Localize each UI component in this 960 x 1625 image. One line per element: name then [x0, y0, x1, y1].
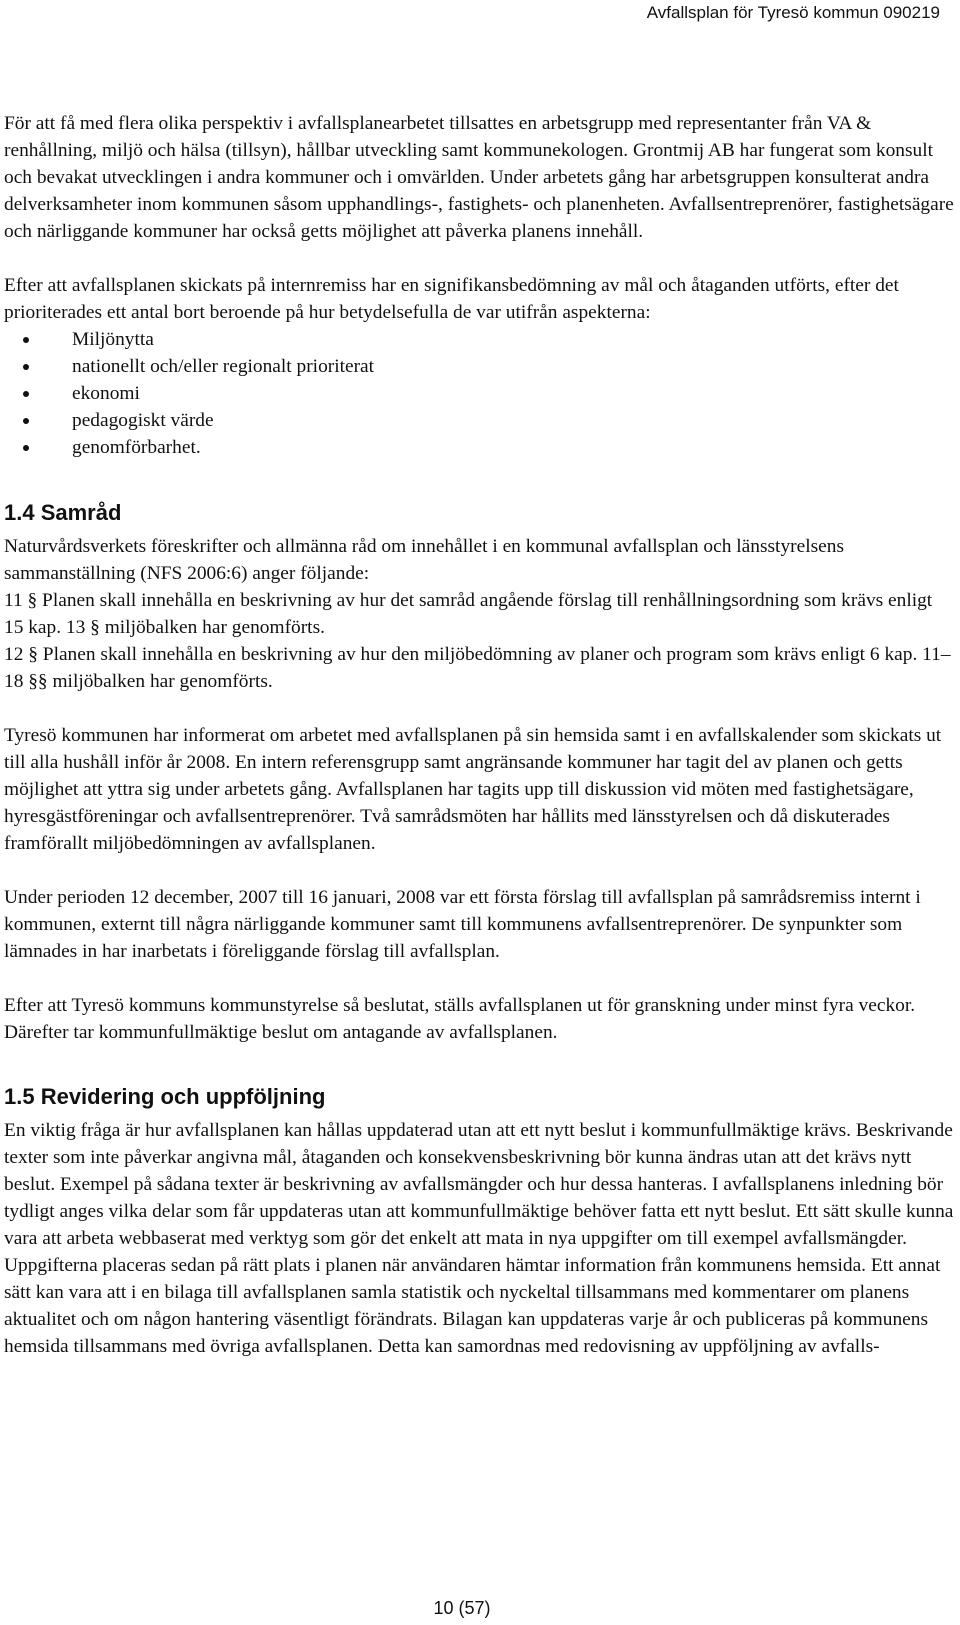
revidering-paragraph-1: En viktig fråga är hur avfallsplanen kan hållas uppdaterad utan att ett nytt beslut i kommunfullmäktige krävs. Beskrivande texter som inte påverkar angivna mål, åtaganden och konsekvensbeskrivning bör kunna ändras utan att det krävs nytt beslut. Exempel på sådana texter är beskrivning av avfallsmängder och hur dessa hanteras. I avfallsplanens inledning bör tydligt anges vilka delar som får uppdateras utan att kommunfullmäktige behöver fatta ett nytt beslut. Ett sätt skulle kunna vara att arbeta webbaserat med verktyg som gör det enkelt att mata in nya uppgifter om till exempel avfallsmängder. Uppgifterna placeras sedan på rätt plats i planen när användaren hämtar information från kommunens hemsida. Ett annat sätt kan vara att i en bilaga till avfallsplanen samla statistik och nyckeltal tillsammans med kommentarer om planens aktualitet och om någon hantering väsentligt förändrats. Bilagan kan uppdateras varje år och publiceras på kommunens hemsida tillsammans med övriga avfallsplanen. Detta kan samordnas med redovisning av uppföljning av avfalls-: [4, 1120, 954, 1357]
samrad-paragraph-1: Naturvårdsverkets föreskrifter och allmänna råd om innehållet i en kommunal avfallsplan och länsstyrelsens sammanställning (NFS 2006:6) anger följande:: [4, 536, 844, 584]
samrad-paragraph-3: 12 § Planen skall innehålla en beskrivning av hur den miljöbedömning av planer och program som krävs enligt 6 kap. 11–18 §§ miljöbalken har genomförts.: [4, 644, 951, 692]
samrad-paragraph-6: Efter att Tyresö kommuns kommunstyrelse så beslutat, ställs avfallsplanen ut för granskning under minst fyra veckor. Därefter tar kommunfullmäktige beslut om antagande av avfallsplanen.: [4, 995, 916, 1043]
samrad-paragraph-2: 11 § Planen skall innehålla en beskrivning av hur det samråd angående förslag till renhållningsordning som krävs enligt 15 kap. 13 § miljöbalken har genomförts.: [4, 590, 933, 638]
intro-paragraph-2: Efter att avfallsplanen skickats på internremiss har en signifikansbedömning av mål och åtaganden utförts, efter det prioriterades ett antal bort beroende på hur betydelsefulla de var utifrån aspekterna:: [4, 275, 899, 323]
list-item: Miljönytta: [4, 326, 956, 353]
list-item: ekonomi: [4, 380, 956, 407]
list-item: genomförbarhet.: [4, 434, 956, 461]
samrad-paragraph-5: Under perioden 12 december, 2007 till 16 januari, 2008 var ett första förslag till avfallsplan på samrådsremiss internt i kommunen, externt till några närliggande kommuner samt till kommunens avfallsentreprenörer. De synpunkter som lämnades in har inarbetats i föreliggande förslag till avfallsplan.: [4, 887, 921, 962]
page-number: 10 (57): [433, 1598, 491, 1618]
page-header: Avfallsplan för Tyresö kommun 090219: [646, 3, 940, 22]
list-item: pedagogiskt värde: [4, 407, 956, 434]
list-item: nationellt och/eller regionalt prioriterat: [4, 353, 956, 380]
samrad-paragraph-4: Tyresö kommunen har informerat om arbetet med avfallsplanen på sin hemsida samt i en avfallskalender som skickats ut till alla hushåll inför år 2008. En intern referensgrupp samt angränsande kommuner har tagit del av planen och getts möjlighet att yttra sig under arbetets gång. Avfallsplanen har tagits upp till diskussion vid möten med fastighetsägare, hyresgästföreningar och avfallsentreprenörer. Två samrådsmöten har hållits med länsstyrelsen och då diskuterades framförallt miljöbedömningen av avfallsplanen.: [4, 725, 942, 854]
section-heading-revidering: 1.5 Revidering och uppföljning: [4, 1084, 326, 1109]
aspect-list: [4, 326, 956, 461]
intro-paragraph-1: För att få med flera olika perspektiv i avfallsplanearbetet tillsattes en arbetsgrupp med representanter från VA & renhållning, miljö och hälsa (tillsyn), hållbar utveckling samt kommunekologen. Grontmij AB har fungerat som konsult och bevakat utvecklingen i andra kommuner och i omvärlden. Under arbetets gång har arbetsgruppen konsulterat andra delverksamheter inom kommunen såsom upphandlings-, fastighets- och planenheten. Avfallsentreprenörer, fastighetsägare och närliggande kommuner har också getts möjlighet att påverka planens innehåll.: [4, 113, 954, 242]
document-body: [4, 110, 956, 1360]
section-heading-samrad: 1.4 Samråd: [4, 500, 122, 525]
